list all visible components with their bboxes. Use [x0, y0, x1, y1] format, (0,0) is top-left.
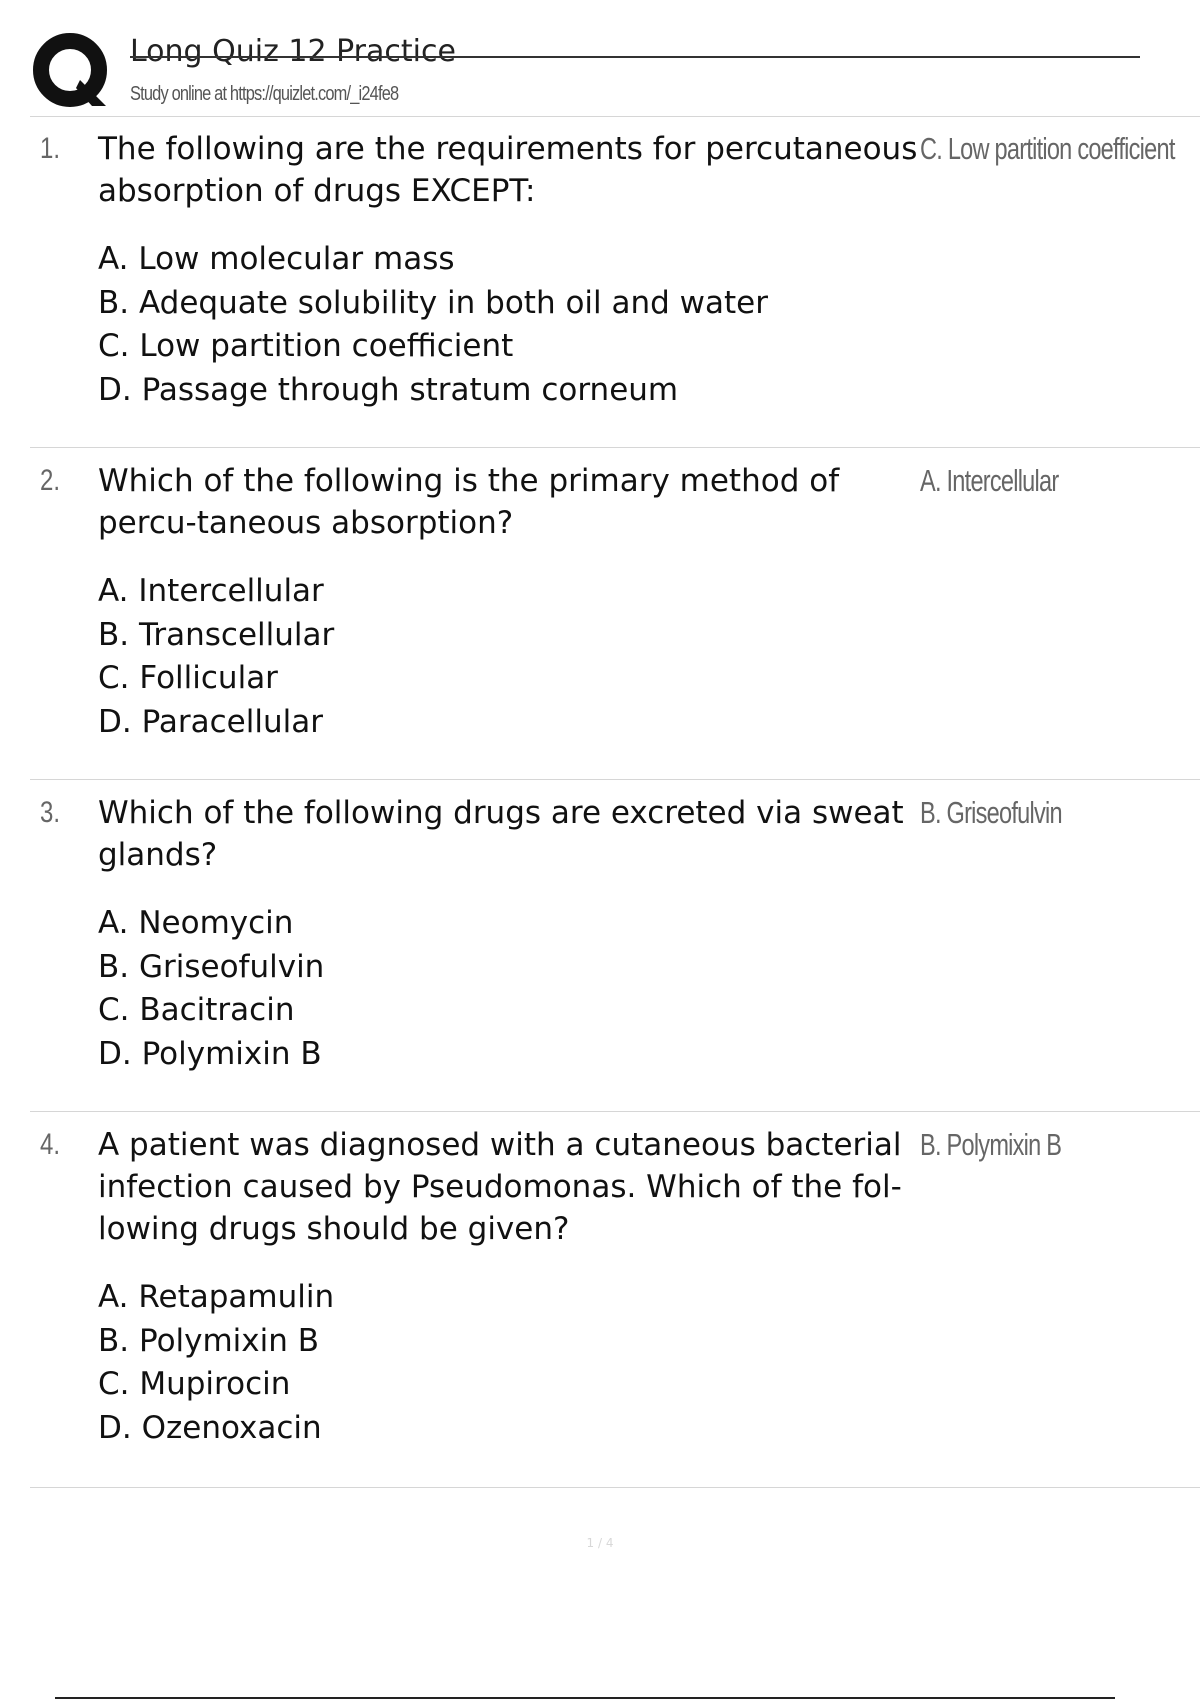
question-text: A patient was diagnosed with a cutaneous bacterial infection caused by Pseudomonas. Which of the fol-lowing drugs should be given?: [98, 1127, 902, 1247]
question-text: The following are the requirements for percutaneous absorption of drugs EXCEPT:: [98, 131, 918, 209]
option-list: [98, 570, 928, 744]
divider: [30, 116, 1200, 117]
bottom-rule: [55, 1697, 1115, 1699]
page-header: [30, 30, 1140, 120]
option-d: D. Polymixin B: [98, 1035, 322, 1072]
question-text: Which of the following drugs are excreted via sweat glands?: [98, 795, 904, 873]
question-number: 2.: [40, 464, 61, 497]
answer-text: B. Polymixin B: [920, 1127, 1062, 1162]
quizlet-logo-icon: [32, 32, 112, 112]
option-a: A. Retapamulin: [98, 1279, 335, 1315]
option-d: D. Paracellular: [98, 703, 323, 740]
option-b: B. Adequate solubility in both oil and water: [98, 284, 768, 321]
page-title: Long Quiz 12 Practice: [130, 34, 456, 69]
option-d: D. Ozenoxacin: [98, 1409, 322, 1446]
option-list: [98, 238, 928, 412]
option-a: A. Neomycin: [98, 905, 294, 941]
option-a: A. Low molecular mass: [98, 241, 455, 277]
divider: [30, 1487, 1200, 1488]
divider: [30, 447, 1200, 448]
question-body: [98, 792, 928, 1076]
divider: [30, 1111, 1200, 1112]
answer-text: C. Low partition coefficient: [920, 131, 1175, 166]
question-body: [98, 460, 928, 744]
question-number: 4.: [40, 1128, 61, 1161]
question-body: [98, 1124, 928, 1450]
page-number: 1 / 4: [586, 1536, 614, 1550]
option-b: B. Griseofulvin: [98, 948, 325, 985]
option-c: C. Follicular: [98, 660, 278, 696]
question-number: 1.: [40, 132, 61, 165]
question-text: Which of the following is the primary method of percu-taneous absorption?: [98, 463, 840, 541]
study-online-link[interactable]: Study online at https://quizlet.com/_i24fe8: [130, 83, 399, 105]
option-c: C. Mupirocin: [98, 1366, 291, 1402]
option-list: [98, 902, 928, 1076]
divider: [30, 779, 1200, 780]
question-number: 3.: [40, 796, 61, 829]
option-c: C. Low partition coefficient: [98, 328, 514, 364]
option-a: A. Intercellular: [98, 573, 324, 609]
question-body: [98, 128, 928, 412]
answer-text: A. Intercellular: [920, 463, 1059, 498]
option-c: C. Bacitracin: [98, 992, 295, 1028]
answer-text: B. Griseofulvin: [920, 795, 1062, 830]
option-list: [98, 1276, 928, 1450]
title-rule: [130, 56, 1140, 58]
option-b: B. Polymixin B: [98, 1322, 320, 1359]
option-b: B. Transcellular: [98, 616, 335, 653]
option-d: D. Passage through stratum corneum: [98, 371, 679, 408]
